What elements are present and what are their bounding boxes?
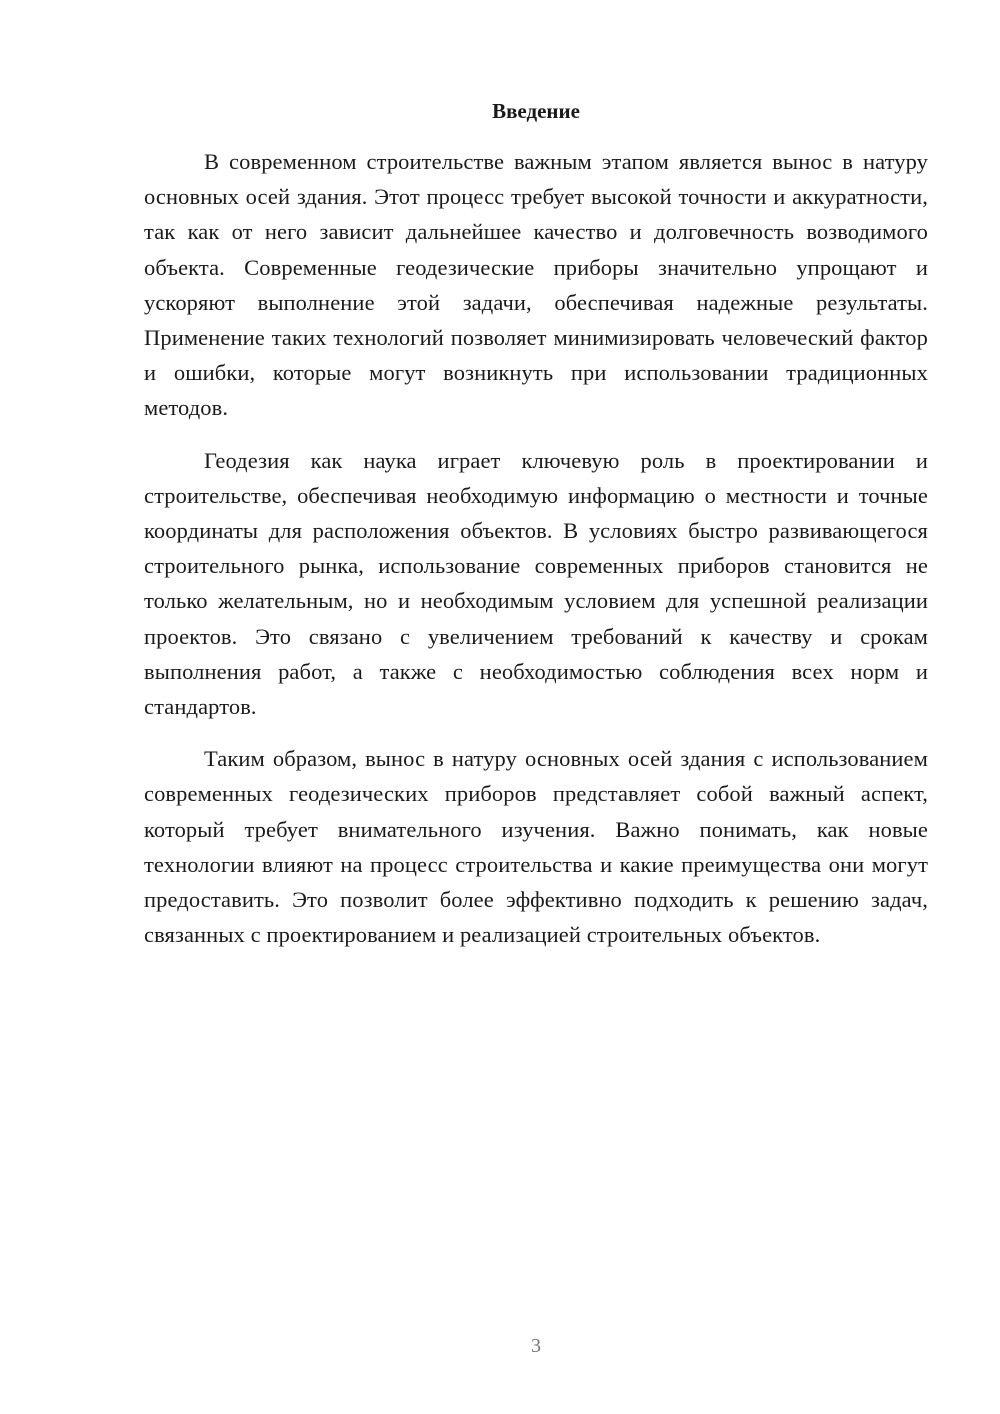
- body-text: [144, 144, 928, 969]
- paragraph-1: В современном строительстве важным этапом является вынос в натуру основных осей здания. Этот процесс требует высокой точности и аккуратности, так как от него зависит дальнейшее качество и долговечность возводимого объекта. Современные геодезические приборы значительно упрощают и ускоряют выполнение этой задачи, обеспечивая надежные результаты. Применение таких технологий позволяет минимизировать человеческий фактор и ошибки, которые могут возникнуть при использовании традиционных методов.: [144, 149, 928, 421]
- section-heading: Введение: [492, 99, 580, 123]
- paragraph-2: Геодезия как наука играет ключевую роль в проектировании и строительстве, обеспечивая необходимую информацию о местности и точные координаты для расположения объектов. В условиях быстро развивающегося строительного рынка, использование современных приборов становится не только желательным, но и необходимым условием для успешной реализации проектов. Это связано с увеличением требований к качеству и срокам выполнения работ, а также с необходимостью соблюдения всех норм и стандартов.: [144, 447, 928, 720]
- paragraph-3: Таким образом, вынос в натуру основных осей здания с использованием современных геодезических приборов представляет собой важный аспект, который требует внимательного изучения. Важно понимать, как новые технологии влияют на процесс строительства и какие преимущества они могут предоставить. Это позволит более эффективно подходить к решению задач, связанных с проектированием и реализацией строительных объектов.: [144, 746, 928, 948]
- page-number: 3: [531, 1335, 541, 1357]
